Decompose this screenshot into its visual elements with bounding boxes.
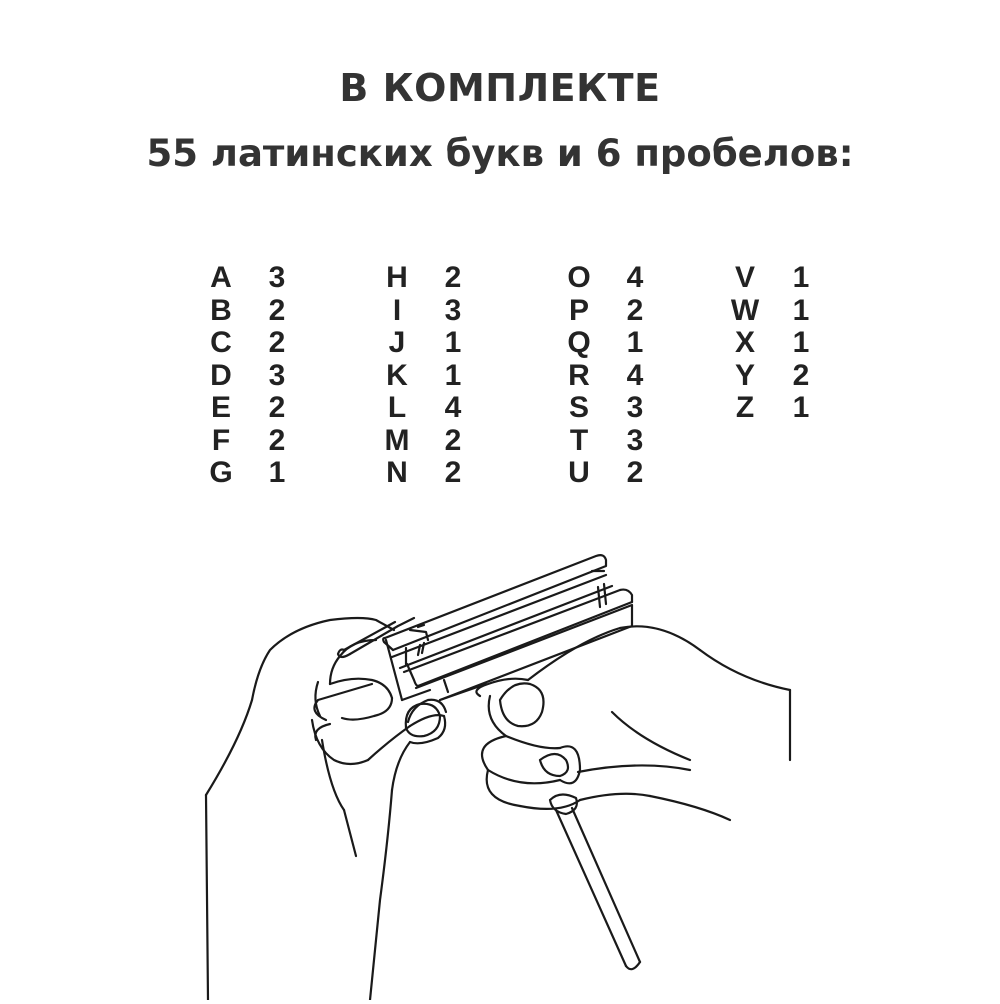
letter: C xyxy=(210,326,232,359)
letter-count: 3 xyxy=(268,261,286,294)
letter-row xyxy=(562,360,682,393)
letter: R xyxy=(568,358,590,392)
letter: G xyxy=(209,456,233,489)
letter: N xyxy=(386,456,408,489)
page-subtitle: 55 латинских букв и 6 пробелов: xyxy=(146,132,854,175)
letter-column-2 xyxy=(380,262,500,490)
letter-count: 1 xyxy=(792,326,810,359)
letter-count: 4 xyxy=(626,358,644,392)
letter-row xyxy=(380,327,500,360)
letter-row xyxy=(562,262,682,295)
letter-row xyxy=(380,262,500,295)
letter-count: 2 xyxy=(268,423,286,457)
letter-column-3 xyxy=(562,262,682,490)
letter: F xyxy=(211,423,231,457)
letter-row xyxy=(204,425,324,458)
letter-count: 3 xyxy=(626,423,644,457)
letter-row xyxy=(204,295,324,328)
letter-row xyxy=(380,457,500,490)
letter: A xyxy=(210,261,232,294)
letter-row xyxy=(728,262,848,295)
letter-count: 2 xyxy=(268,293,286,327)
letter-row xyxy=(380,295,500,328)
letter-count: 2 xyxy=(626,293,644,327)
letter: I xyxy=(392,293,402,327)
letter-row xyxy=(204,327,324,360)
letter: J xyxy=(388,326,406,359)
letter-count: 1 xyxy=(268,456,286,489)
letter: B xyxy=(210,293,232,327)
letter: P xyxy=(568,293,589,327)
letter-count: 4 xyxy=(626,261,644,294)
letter-row xyxy=(728,295,848,328)
letter-count: 2 xyxy=(268,391,286,424)
letter-count: 2 xyxy=(792,358,810,392)
letter-count: 2 xyxy=(626,456,644,489)
letter: V xyxy=(734,261,755,294)
letter-row xyxy=(204,360,324,393)
letter: W xyxy=(730,293,760,327)
letter: Z xyxy=(735,391,755,424)
letter-row xyxy=(204,457,324,490)
letter: X xyxy=(734,326,755,359)
letter-row xyxy=(562,327,682,360)
letter: K xyxy=(386,358,408,392)
letter-count: 1 xyxy=(792,293,810,327)
letter-count: 3 xyxy=(444,293,462,327)
letter-row xyxy=(728,360,848,393)
letter-count: 1 xyxy=(626,326,644,359)
hands-holding-letter-holder-with-tweezers-icon xyxy=(0,520,1000,1000)
letter-row xyxy=(380,360,500,393)
letter-count: 1 xyxy=(792,391,810,424)
letter-count: 1 xyxy=(792,261,810,294)
letter: E xyxy=(210,391,231,424)
letter: S xyxy=(568,391,589,424)
letter: Y xyxy=(734,358,755,392)
letter-row xyxy=(728,392,848,425)
letter-row xyxy=(562,425,682,458)
letter-row xyxy=(728,327,848,360)
letter-count: 2 xyxy=(444,261,462,294)
letter-count: 3 xyxy=(626,391,644,424)
letter: O xyxy=(567,261,591,294)
letter-count: 1 xyxy=(444,358,462,392)
letter: D xyxy=(210,358,232,392)
letter-row xyxy=(380,392,500,425)
letter-count: 3 xyxy=(268,358,286,392)
letter: H xyxy=(386,261,408,294)
letter-count: 2 xyxy=(444,456,462,489)
letter-row xyxy=(204,262,324,295)
letter-count: 2 xyxy=(268,326,286,359)
letter-row xyxy=(204,392,324,425)
letter: M xyxy=(384,423,410,457)
letter: L xyxy=(387,391,407,424)
page-title: В КОМПЛЕКТЕ xyxy=(339,66,661,110)
letter-column-1 xyxy=(204,262,324,490)
letter-row xyxy=(562,392,682,425)
letter-column-4 xyxy=(728,262,848,425)
letter: Q xyxy=(567,326,591,359)
letter-row xyxy=(562,295,682,328)
letter-count: 2 xyxy=(444,423,462,457)
letter-row xyxy=(380,425,500,458)
letter: T xyxy=(569,423,589,457)
letter-row xyxy=(562,457,682,490)
letter-count: 1 xyxy=(444,326,462,359)
letter: U xyxy=(568,456,590,489)
letter-count: 4 xyxy=(444,391,462,424)
